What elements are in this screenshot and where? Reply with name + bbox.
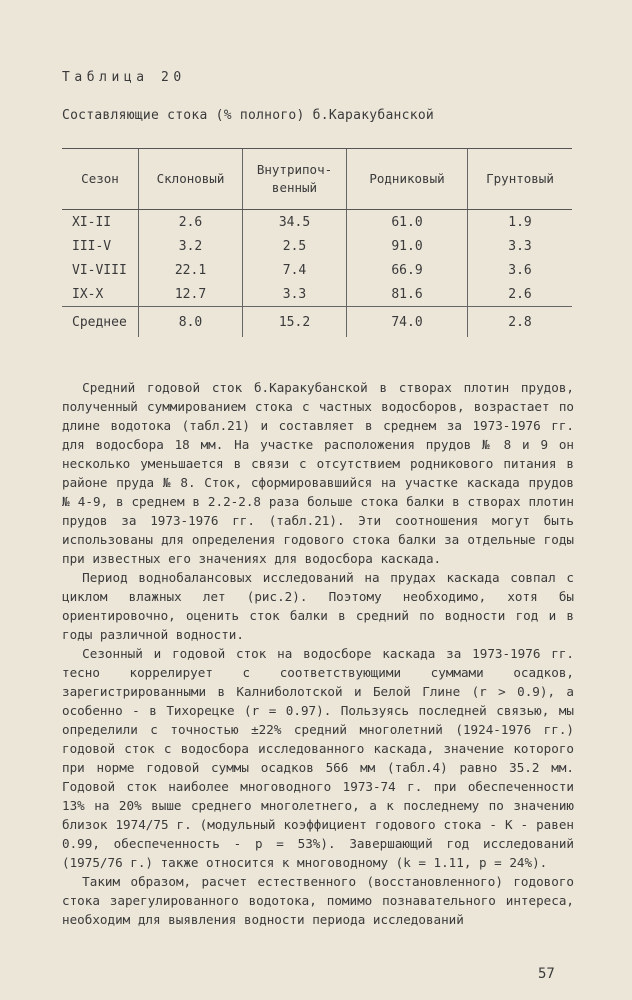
table-cell: 3.6 [468,258,573,282]
table-cell: 12.7 [139,282,243,307]
table-cell: 2.5 [243,234,347,258]
table-row [62,234,572,258]
table-cell: 1.9 [468,210,573,235]
table-label: Таблица 20 [62,70,186,85]
column-header-ground: Грунтовый [468,149,573,210]
paragraph: Период воднобалансовых исследований на прудах каскада совпал с циклом влажных лет (рис.2). Поэтому необходимо, хотя бы ориентировочно, оценить сток балки в средний по водности год и в годы различной водности. [62,570,574,642]
table-cell: 66.9 [347,258,468,282]
runoff-components-table [62,148,572,337]
table-cell: 2.6 [468,282,573,307]
table-cell: Среднее [62,307,139,338]
paragraph: Средний годовой сток б.Каракубанской в створах плотин прудов, полученный суммированием стока с частных водосборов, возрастает по длине водотока (табл.21) и составляет в среднем за 1973-1976 гг. для водосбора 18 мм. На участке расположения прудов № 8 и 9 он несколько уменьшается в связи с отсутствием родникового питания в районе пруда № 8. Сток, сформировавшийся на участке каскада прудов № 4-9, в среднем в 2.2-2.8 раза больше стока балки в створах плотин прудов за 1973-1976 гг. (табл.21). Эти соотношения могут быть использованы для определения годового стока балки за отдельные годы при известных его значениях для водосбора каскада. [62,380,574,566]
table-cell: 22.1 [139,258,243,282]
table-cell: 3.2 [139,234,243,258]
table-cell: 34.5 [243,210,347,235]
table-header-row [62,149,572,210]
table-cell: 3.3 [468,234,573,258]
table-cell: 81.6 [347,282,468,307]
table-row [62,282,572,307]
column-header-subsurface: Внутрипоч- венный [243,149,347,210]
column-header-slope: Склоновый [139,149,243,210]
column-header-spring: Родниковый [347,149,468,210]
table-row [62,258,572,282]
table-cell: 2.8 [468,307,573,338]
table-cell: 2.6 [139,210,243,235]
table-row-average [62,307,572,338]
table-cell: 91.0 [347,234,468,258]
table-cell: 3.3 [243,282,347,307]
paragraph: Таким образом, расчет естественного (восстановленного) годового стока зарегулированного водотока, помимо познавательного интереса, необходим для выявления водности периода исследований [62,874,574,927]
page-number: 57 [538,966,555,982]
column-header-season: Сезон [62,149,139,210]
table-cell: 61.0 [347,210,468,235]
table-cell: 74.0 [347,307,468,338]
table-cell: XI-II [72,214,112,230]
table-caption: Составляющие стока (% полного) б.Каракубанской [62,108,434,123]
table-cell: IX-X [72,286,104,302]
table-cell: III-V [72,238,112,254]
body-text [62,378,574,929]
table-cell: VI-VIII [72,262,127,278]
table-cell: 8.0 [139,307,243,338]
table-cell: 15.2 [243,307,347,338]
paragraph: Сезонный и годовой сток на водосборе каскада за 1973-1976 гг. тесно коррелирует с соответствующими суммами осадков, зарегистрированными в Калниболотской и Белой Глине (r > 0.9), а особенно - в Тихорецке (r = 0.97). Пользуясь последней связью, мы определили с точностью ±22% средний многолетний (1924-1976 гг.) годовой сток с водосбора исследованного каскада, значение которого при норме годовой суммы осадков 566 мм (табл.4) равно 35.2 мм. Годовой сток наиболее многоводного 1973-74 г. при обеспеченности 13% на 20% выше среднего многолетнего, а к последнему по значению близок 1974/75 г. (модульный коэффициент годового стока - K - равен 0.99, обеспеченность - p = 53%). Завершающий год исследований (1975/76 г.) также относится к многоводному (k = 1.11, p = 24%). [62,646,574,870]
table-row [62,210,572,235]
table-cell: 7.4 [243,258,347,282]
